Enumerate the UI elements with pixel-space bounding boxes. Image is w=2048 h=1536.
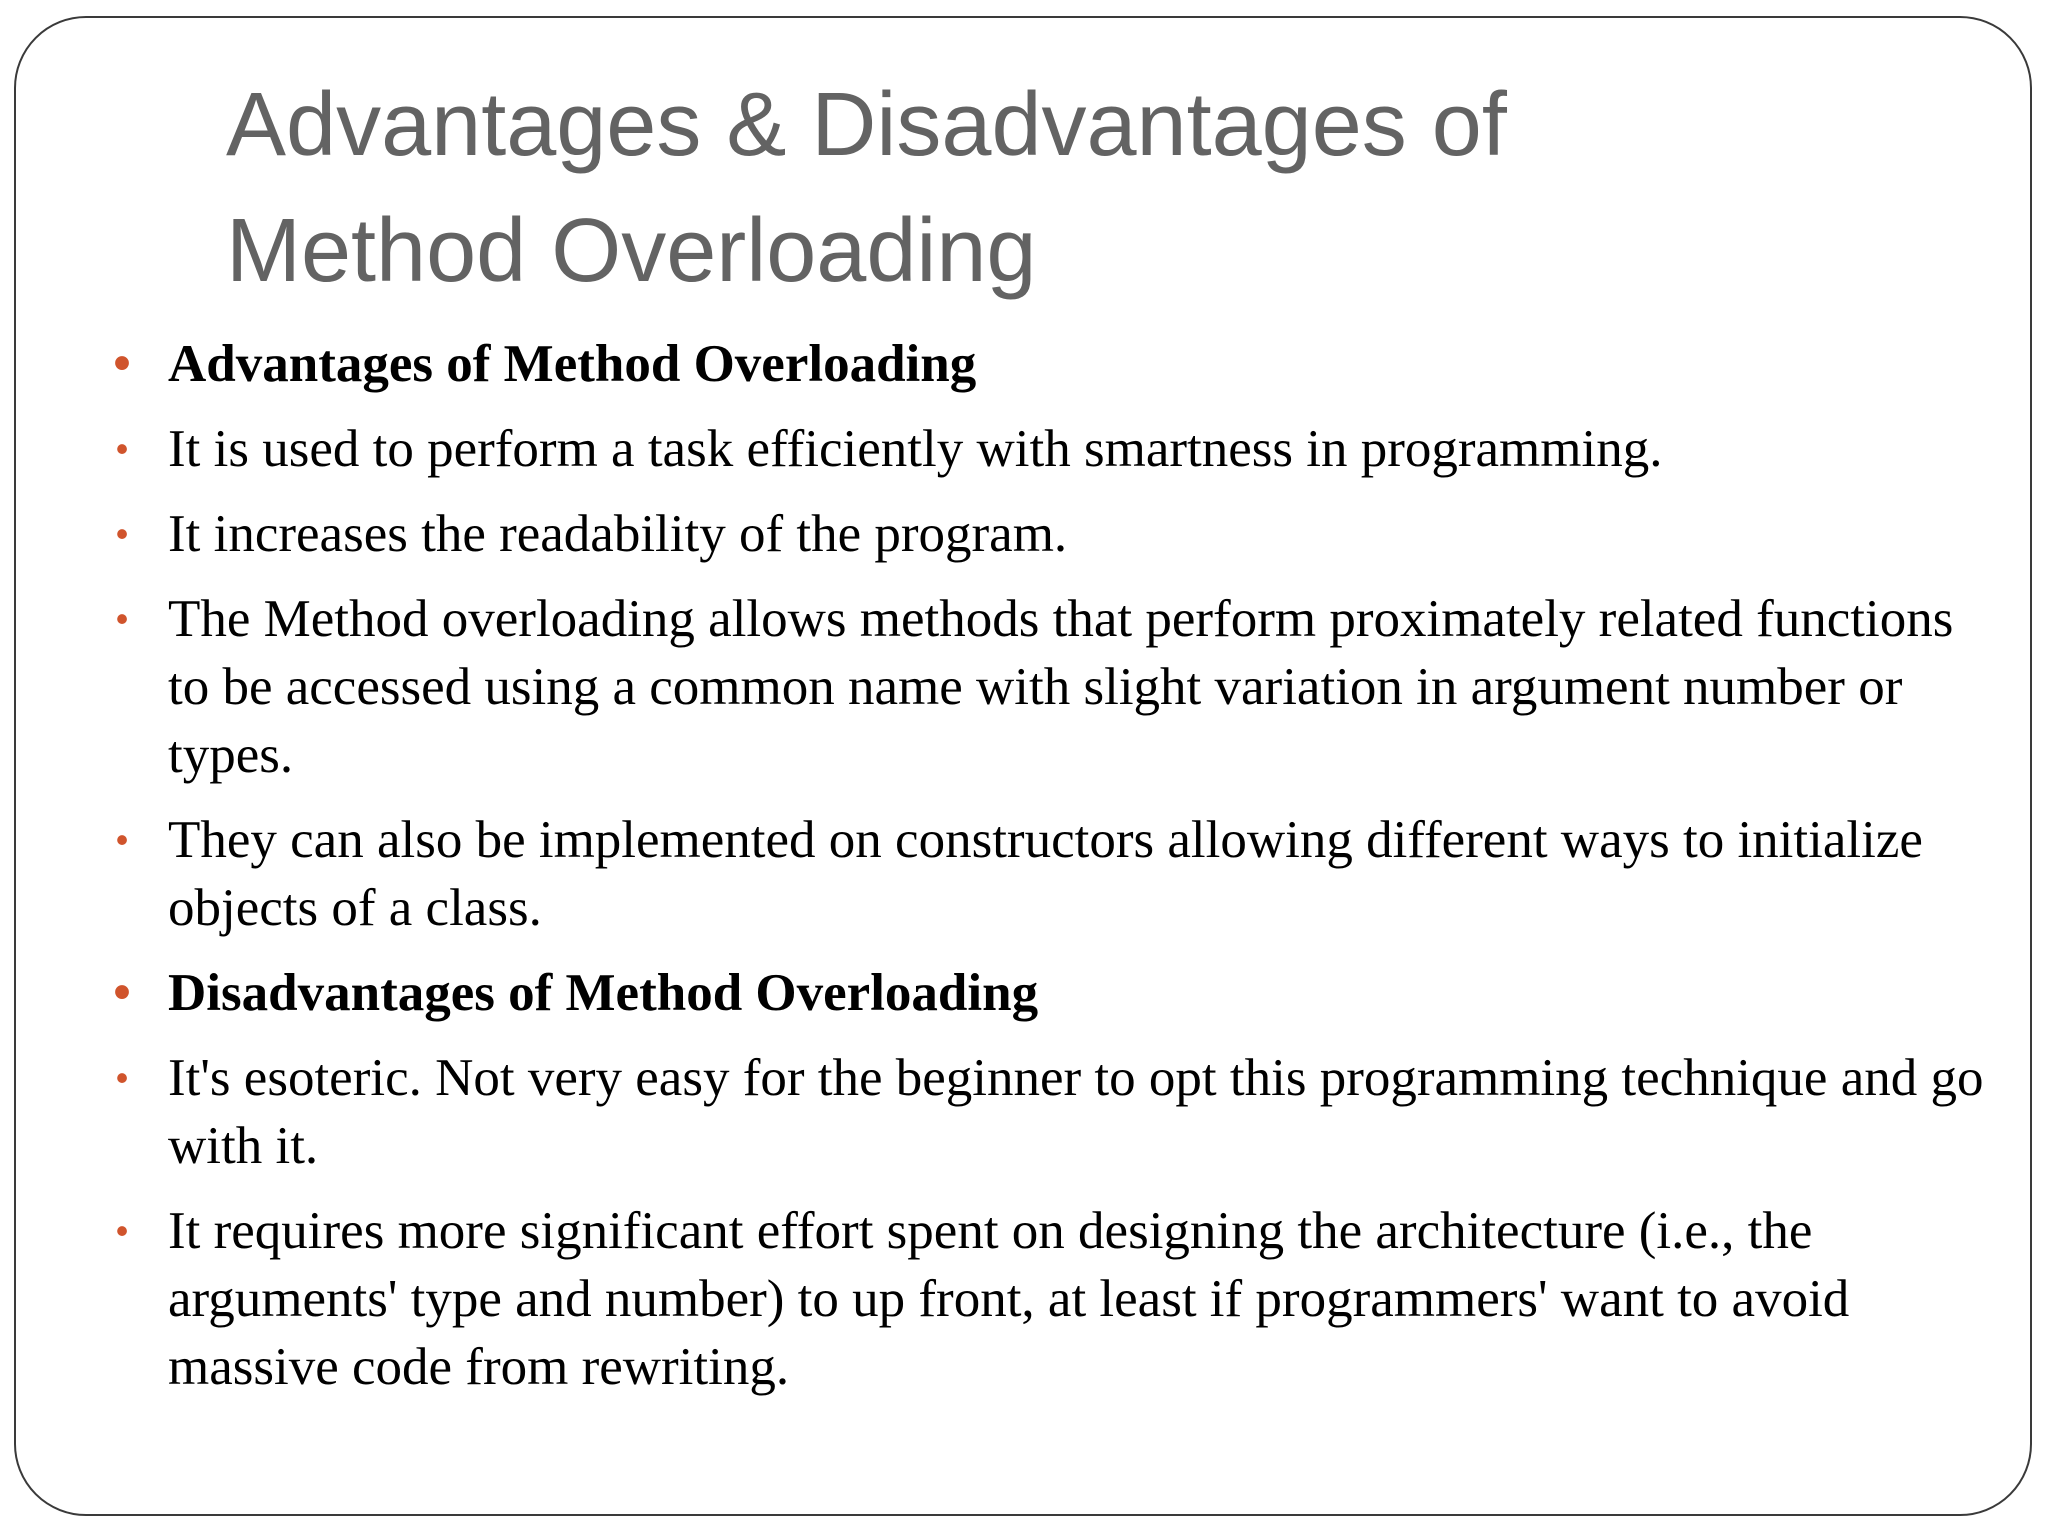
bullet-icon: • [113,966,131,1019]
slide-title [226,62,1926,314]
bullet-text: It requires more significant effort spent on designing the architecture (i.e., the arguments' type and number) to up front, at least if programmers' want to avoid massive code from rewriting. [168,1202,1850,1396]
slide-title-line-2: Method Overloading [226,201,1037,301]
bullet-list [0,330,2048,1418]
bullet-text: They can also be implemented on constructors allowing different ways to initialize objects of a class. [168,811,1923,937]
bullet-icon: • [115,1057,129,1098]
disadvantage-point [0,1044,2048,1180]
bullet-icon: • [115,428,129,469]
bullet-text: Advantages of Method Overloading [168,335,977,393]
advantage-point [0,585,2048,789]
disadvantage-point [0,1197,2048,1401]
bullet-text: It's esoteric. Not very easy for the beginner to opt this programming technique and go with it. [168,1049,1984,1175]
bullet-icon: • [113,337,131,390]
advantage-point [0,500,2048,568]
slide-title-line-1: Advantages & Disadvantages of [226,75,1507,175]
bullet-text: It is used to perform a task efficiently with smartness in programming. [168,420,1663,478]
bullet-icon: • [115,513,129,554]
bullet-text: It increases the readability of the program. [168,505,1068,563]
bullet-icon: • [115,598,129,639]
bullet-text: Disadvantages of Method Overloading [168,964,1039,1022]
bullet-text: The Method overloading allows methods that perform proximately related functions to be accessed using a common name with slight variation in argument number or types. [168,590,1954,784]
bullet-icon: • [115,1210,129,1251]
advantage-point [0,415,2048,483]
advantage-point [0,806,2048,942]
advantages-heading [0,330,2048,398]
bullet-icon: • [115,819,129,860]
disadvantages-heading [0,959,2048,1027]
